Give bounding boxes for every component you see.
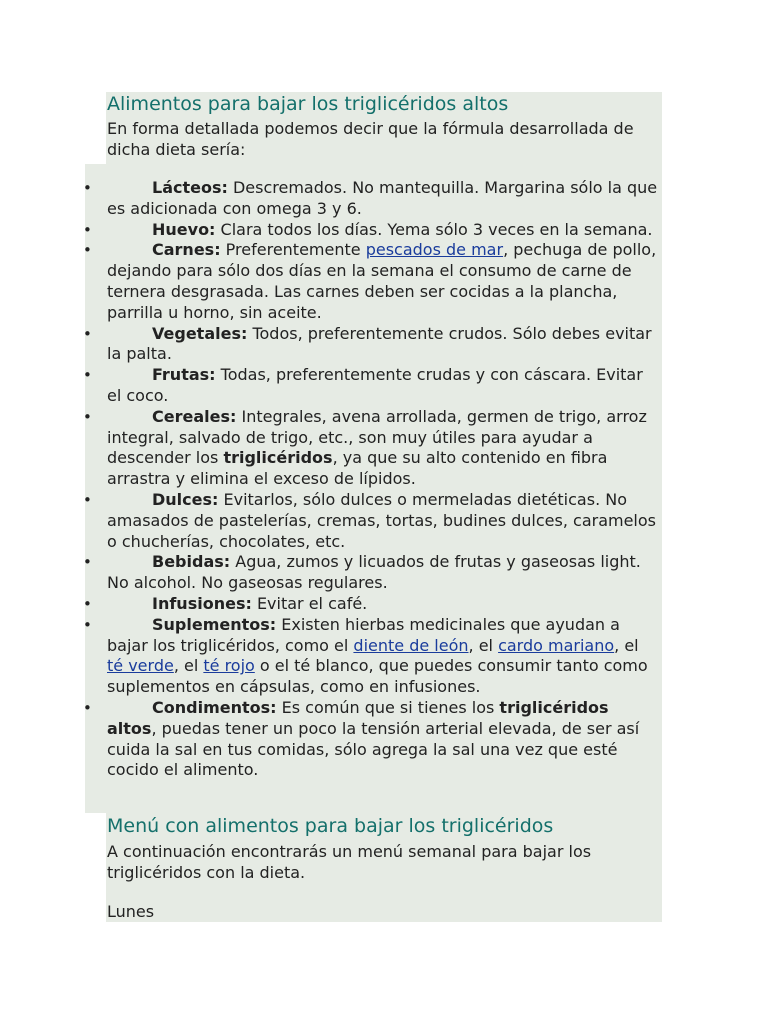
bullet-icon: • (83, 698, 92, 717)
item-label: Suplementos: (152, 614, 277, 634)
item-text: Todos, preferentemente crudos. Sólo debes evitar la palta. (107, 323, 652, 364)
link-te-verde[interactable]: té verde (107, 656, 174, 676)
link-diente-de-leon[interactable]: diente de león (353, 635, 469, 655)
item-label: Carnes: (152, 240, 221, 260)
item-label: Lácteos: (152, 178, 228, 197)
bullet-icon: • (83, 594, 92, 613)
day-label: Lunes (107, 902, 155, 921)
item-label: Cereales: (152, 406, 237, 426)
menu-intro-paragraph: A continuación encontrarás un menú semanal para bajar los triglicéridos con la dieta. (107, 842, 592, 882)
item-text: Preferentemente (220, 240, 366, 260)
item-text: , pechuga de pollo, dejando para sólo dos días en la semana el consumo de carne de ternera desgrasada. Las carnes deben ser cocidas a la plancha, parrilla u horno, sin aceite. (107, 240, 657, 322)
item-label: Frutas: (152, 365, 216, 385)
bullet-icon: • (83, 553, 92, 572)
bullet-icon: • (83, 615, 92, 634)
bullet-icon: • (83, 324, 92, 343)
list-item (83, 365, 659, 407)
section-heading: Menú con alimentos para bajar los triglicéridos (107, 815, 554, 837)
item-text: Evitar el café. (251, 593, 368, 613)
link-pescados-de-mar[interactable]: pescados de mar (365, 240, 504, 260)
list-item (83, 406, 659, 490)
list-item (83, 593, 659, 615)
bullet-icon: • (83, 220, 92, 239)
item-text: Descremados. No mantequilla. Margarina sólo la que es adicionada con omega 3 y 6. (107, 178, 658, 218)
item-label: Dulces: (152, 489, 219, 509)
bullet-icon: • (83, 179, 92, 197)
link-te-rojo[interactable]: té rojo (203, 656, 255, 676)
item-text: Todas, preferentemente crudas y con cáscara. Evitar el coco. (107, 365, 643, 405)
item-bold-text: triglicéridos (223, 448, 333, 468)
item-text: , el (468, 635, 499, 655)
item-bold-text: triglicéridos altos (107, 697, 609, 738)
item-text: Agua, zumos y licuados de frutas y gaseosas light. No alcohol. No gaseosas regulares. (107, 552, 641, 593)
bullet-icon: • (83, 241, 92, 260)
item-text: o el té blanco, que puedes consumir tanto como suplementos en cápsulas, como en infusiones. (107, 656, 648, 697)
list-item (83, 552, 659, 594)
diet-list (83, 178, 659, 781)
item-text: Es común que si tienes los (276, 697, 500, 717)
item-label: Condimentos: (152, 697, 277, 717)
item-label: Huevo: (152, 219, 216, 239)
link-cardo-mariano[interactable]: cardo mariano (498, 635, 615, 655)
bullet-icon: • (83, 490, 92, 509)
list-item (83, 240, 659, 323)
list-item (83, 219, 659, 241)
list-item (83, 323, 659, 366)
bullet-icon: • (83, 407, 92, 426)
list-item (83, 178, 659, 220)
item-text: , puedas tener un poco la tensión arterial elevada, de ser así cuida la sal en tus comidas, sólo agrega la sal una vez que esté cocido el alimento. (107, 718, 640, 780)
item-text: Existen hierbas medicinales que ayudan a bajar los triglicéridos, como el (107, 614, 620, 655)
list-item (83, 614, 659, 698)
item-text: Clara todos los días. Yema sólo 3 veces en la semana. (215, 219, 653, 239)
list-item (83, 489, 659, 552)
item-label: Infusiones: (152, 593, 252, 613)
bullet-icon: • (83, 366, 92, 385)
list-item (83, 697, 659, 781)
item-label: Bebidas: (152, 552, 231, 572)
section-heading: Alimentos para bajar los triglicéridos altos (107, 93, 509, 115)
item-label: Vegetales: (152, 323, 248, 343)
item-text: , ya que su alto contenido en fibra arrastra y elimina el exceso de lípidos. (107, 448, 608, 489)
item-text: Integrales, avena arrollada, germen de trigo, arroz integral, salvado de trigo, etc., son muy útiles para ayudar a descender los (107, 406, 647, 468)
intro-paragraph: En forma detallada podemos decir que la fórmula desarrollada de dicha dieta sería: (107, 119, 634, 159)
item-text: Evitarlos, sólo dulces o mermeladas dietéticas. No amasados de pastelerías, cremas, tortas, budines dulces, caramelos o chucherías, chocolates, etc. (107, 489, 656, 551)
item-text: , el (173, 656, 204, 676)
item-text: , el (614, 635, 639, 655)
